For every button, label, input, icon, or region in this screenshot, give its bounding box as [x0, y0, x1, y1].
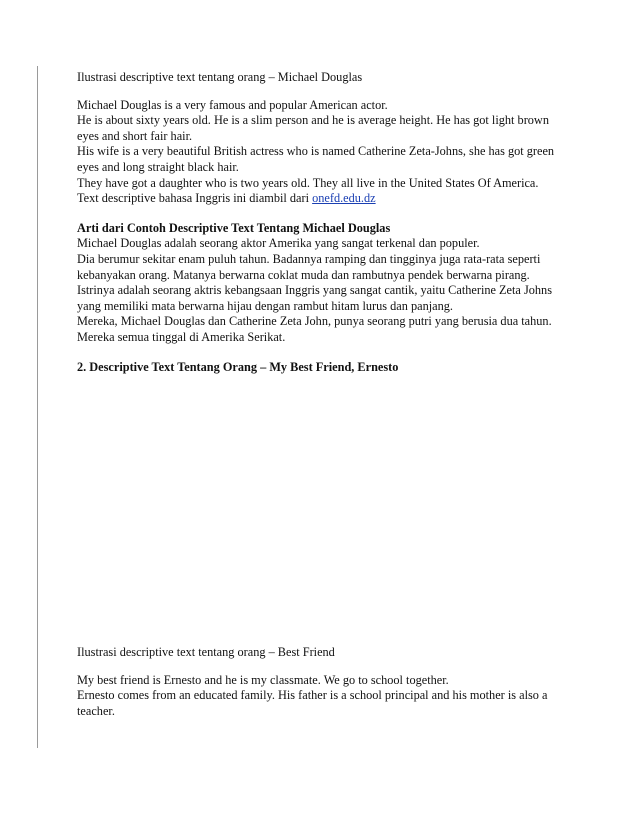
text-line: kebanyakan orang. Matanya berwarna coklat muda dan rambutnya pendek berwarna pirang. [77, 267, 530, 282]
source-link[interactable]: onefd.edu.dz [312, 191, 376, 206]
text-line: teacher. [77, 703, 115, 718]
text-line: He is about sixty years old. He is a slim person and he is average height. He has got light brown [77, 113, 549, 128]
image-caption-michael-douglas: Ilustrasi descriptive text tentang orang – Michael Douglas [77, 70, 363, 84]
english-paragraph [77, 98, 567, 207]
section-heading: 2. Descriptive Text Tentang Orang – My Best Friend, Ernesto [77, 359, 399, 374]
text-line: eyes and short fair hair. [77, 128, 193, 143]
text-line: eyes and long straight black hair. [77, 159, 239, 174]
text-line: Ernesto comes from an educated family. His father is a school principal and his mother is also a [77, 688, 548, 703]
translation-paragraph [77, 236, 567, 345]
image-placeholder [77, 375, 567, 645]
text-line: Istrinya adalah seorang aktris kebangsaan Inggris yang sangat cantik, yaitu Catherine Zeta Johns [77, 283, 552, 298]
text-line: They have got a daughter who is two years old. They all live in the United States Of America. [77, 175, 539, 190]
text-line: Mereka, Michael Douglas dan Catherine Zeta John, punya seorang putri yang berusia dua tahun. [77, 314, 552, 329]
source-line [77, 191, 567, 207]
text-line: Michael Douglas is a very famous and popular American actor. [77, 97, 388, 112]
text-line: Mereka semua tinggal di Amerika Serikat. [77, 329, 286, 344]
image-caption-best-friend: Ilustrasi descriptive text tentang orang – Best Friend [77, 645, 335, 660]
page-margin-rule [37, 66, 38, 748]
document-page [77, 70, 567, 719]
text-line: yang memiliki mata berwarna hijau dengan rambut hitam lurus dan panjang. [77, 298, 453, 313]
text-line: His wife is a very beautiful British actress who is named Catherine Zeta-Johns, she has got green [77, 144, 555, 159]
text-line: Dia berumur sekitar enam puluh tahun. Badannya ramping dan tingginya juga rata-rata seperti [77, 251, 541, 266]
best-friend-paragraph [77, 673, 567, 720]
translation-heading: Arti dari Contoh Descriptive Text Tentang Michael Douglas [77, 220, 391, 235]
source-prefix: Text descriptive bahasa Inggris ini diambil dari [77, 191, 313, 206]
text-line: Michael Douglas adalah seorang aktor Amerika yang sangat terkenal dan populer. [77, 236, 480, 251]
text-line: My best friend is Ernesto and he is my classmate. We go to school together. [77, 672, 449, 687]
